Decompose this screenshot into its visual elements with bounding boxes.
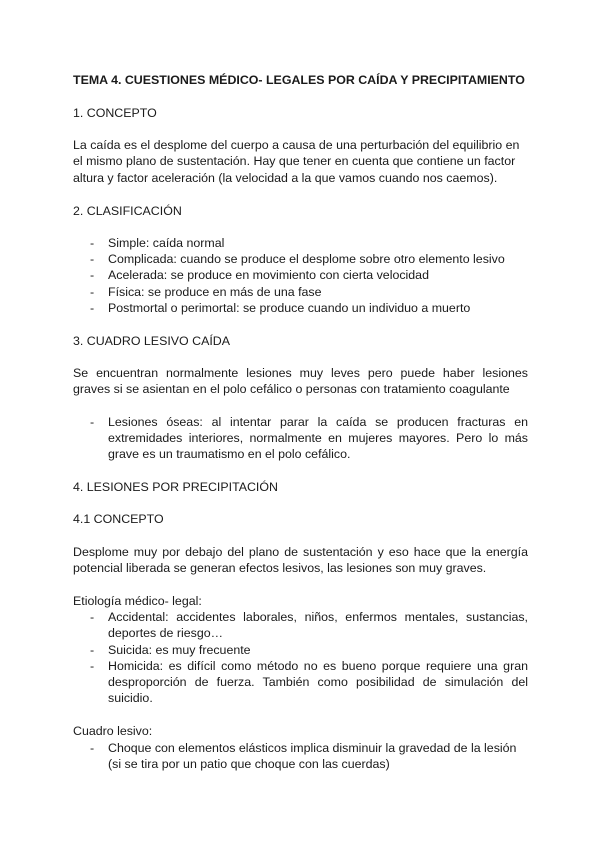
bullet-dash: - — [90, 658, 95, 673]
section-3-heading: 3. CUADRO LESIVO CAÍDA — [73, 334, 230, 349]
bullet-dash: - — [90, 268, 95, 283]
list-item — [73, 642, 528, 658]
list-item-text: Suicida: es muy frecuente — [108, 642, 251, 657]
list-item — [73, 235, 528, 251]
section-4-1-heading: 4.1 CONCEPTO — [73, 512, 164, 527]
list-item — [73, 740, 528, 772]
list-item-text: Complicada: cuando se produce el desplome sobre otro elemento lesivo — [108, 252, 505, 267]
section-3-paragraph: Se encuentran normalmente lesiones muy leves pero puede haber lesiones graves si se asientan en el polo cefálico o personas con tratamiento coagulante — [73, 366, 528, 397]
section-1-paragraph: La caída es el desplome del cuerpo a causa de una perturbación del equilibrio en el mismo plano de sustentación. Hay que tener en cuenta que contiene un factor altura y factor aceleración (la velocidad a la que vamos cuando nos caemos). — [73, 138, 520, 185]
list-item-text: Simple: caída normal — [108, 236, 225, 251]
list-item-text: Física: se produce en más de una fase — [108, 284, 322, 299]
bullet-dash: - — [90, 740, 95, 755]
document-title: TEMA 4. CUESTIONES MÉDICO- LEGALES POR CAÍDA Y PRECIPITAMIENTO — [73, 73, 525, 87]
list-item-text: Postmortal o perimortal: se produce cuando un individuo a muerto — [108, 300, 471, 315]
list-item-text: Choque con elementos elásticos implica disminuir la gravedad de la lesión (si se tira por un patio que choque con las cuerdas) — [108, 740, 517, 771]
bullet-dash: - — [90, 642, 95, 657]
injury-label: Cuadro lesivo: — [73, 724, 153, 739]
list-item-text: Accidental: accidentes laborales, niños, enfermos mentales, sustancias, deportes de riesgo… — [108, 610, 528, 641]
bullet-dash: - — [90, 236, 95, 251]
list-item-text: Acelerada: se produce en movimiento con cierta velocidad — [108, 268, 429, 283]
section-2-heading: 2. CLASIFICACIÓN — [73, 203, 182, 218]
etiology-list — [73, 609, 528, 706]
list-item — [73, 267, 528, 283]
bullet-dash: - — [90, 414, 95, 429]
list-item — [73, 284, 528, 300]
injury-list — [73, 414, 528, 463]
etiology-label: Etiología médico- legal: — [73, 594, 202, 609]
classification-list — [73, 235, 528, 316]
list-item — [73, 658, 528, 707]
list-item-text: Lesiones óseas: al intentar parar la caída se producen fracturas en extremidades interiores, normalmente en mujeres mayores. Pero lo más grave es un traumatismo en el polo cefálico. — [108, 414, 528, 462]
list-item — [73, 609, 528, 641]
bullet-dash: - — [90, 284, 95, 299]
list-item-text: Homicida: es difícil como método no es bueno porque requiere una gran desproporción de fuerza. También como posibilidad de simulación del suicidio. — [108, 658, 528, 706]
bullet-dash: - — [90, 252, 95, 267]
bullet-dash: - — [90, 300, 95, 315]
list-item — [73, 251, 528, 267]
section-1-heading: 1. CONCEPTO — [73, 106, 157, 120]
injury-picture-list — [73, 740, 528, 772]
bullet-dash: - — [90, 610, 95, 625]
list-item — [73, 414, 528, 463]
list-item — [73, 300, 528, 316]
document-content — [73, 72, 528, 772]
section-4-1-paragraph: Desplome muy por debajo del plano de sustentación y eso hace que la energía potencial liberada se generan efectos lesivos, las lesiones son muy graves. — [73, 544, 528, 575]
section-4-heading: 4. LESIONES POR PRECIPITACIÓN — [73, 480, 278, 495]
